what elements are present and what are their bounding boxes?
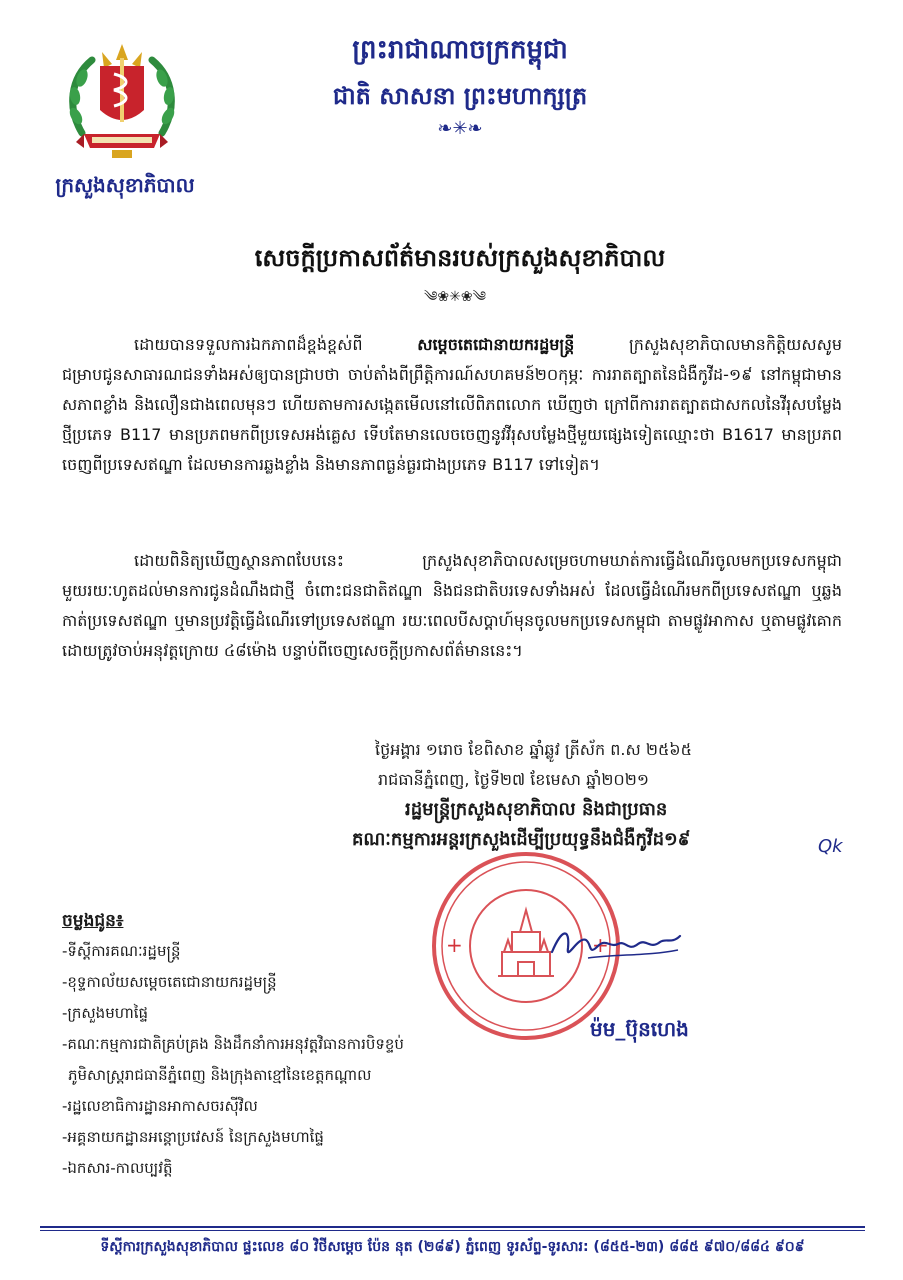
cc-item: -ក្រសួងមហាផ្ទៃ [62,1004,149,1022]
cc-item: -រដ្ឋលេខាធិការដ្ឋានអាកាសចរស៊ីវិល [62,1097,258,1115]
paragraph-1 [62,330,842,520]
paragraph-2 [62,546,842,711]
cc-item: -គណៈកម្មការជាតិគ្រប់គ្រង និងដឹកនាំការអនុវត្តវិធានការបិទខ្ទប់ [62,1035,404,1053]
paragraph-1-lead: ដោយបានទទួលការឯកភាពដ៏ខ្ពង់ខ្ពស់ពី [134,335,363,354]
footer-divider-thin [40,1230,865,1231]
paragraph-2-text: ដោយពិនិត្យឃើញស្ថានភាពបែបនេះ ក្រសួងសុខាភិបាលសម្រេចហាមឃាត់ការធ្វើដំណើរចូលមកប្រទេសកម្ពុជាមួយរយៈហូតដល់មានការជូនដំណឹងជាថ្មី ចំពោះជនជាតិឥណ្ឌា និងជនជាតិបរទេសទាំងអស់ ដែលធ្វើដំណើរមកពីប្រទេសឥណ្ឌា ឬឆ្លងកាត់ប្រទេសឥណ្ឌា ឬមានប្រវត្តិធ្វើដំណើរទៅប្រទេសឥណ្ឌា រយៈពេលបីសប្តាហ៍មុនចូលមកប្រទេសកម្ពុជា តាមផ្លូវអាកាស ឬតាមផ្លូវគោក ដោយត្រូវចាប់អនុវត្តក្រោយ ៤៨ម៉ោង បន្ទាប់ពីចេញសេចក្តីប្រកាសព័ត៌មាននេះ។ [62,551,842,660]
cc-heading: ចម្លងជូន៖ [62,911,124,931]
handwritten-initials: Qk [818,836,843,857]
document-title: សេចក្តីប្រកាសព័ត៌មានរបស់ក្រសួងសុខាភិបាល [254,243,666,272]
prime-minister-reference: សម្តេចតេជោនាយករដ្ឋមន្ត្រី [417,335,575,354]
cc-list [62,936,622,1184]
national-motto: ជាតិ សាសនា ព្រះមហាក្សត្រ [332,81,588,110]
cc-item: -ឯកសារ-កាលប្បវត្តិ [62,1159,173,1177]
lunar-date: ថ្ងៃអង្គារ ១រោច ខែពិសាខ ឆ្នាំឆ្លូវ ត្រីស័ក ព.ស ២៥៦៥ [375,740,692,759]
signatory-title-line-2: គណៈកម្មការអន្តរក្រសួងដើម្បីប្រយុទ្ធនឹងជំងឺកូវីដ១៩ [352,829,691,850]
footer-address: ទីស្តីការក្រសួងសុខាភិបាល ផ្ទះលេខ ៨០ វិថីសម្តេច ប៉ែន នុត (២៨៩) ភ្នំពេញ ទូរស័ព្ទ-ទូរសារ: (៨៥៥-២៣) ៨៨៥ ៩៧០/៨៨៤ ៩០៩ [100,1239,805,1255]
footer-divider [40,1226,865,1228]
cc-item: -ខុទ្ទកាល័យសម្តេចតេជោនាយករដ្ឋមន្ត្រី [62,973,277,991]
signatory-title-line-1: រដ្ឋមន្ត្រីក្រសួងសុខាភិបាល និងជាប្រធាន [405,799,668,820]
place-and-date: រាជធានីភ្នំពេញ, ថ្ងៃទី២៧ ខែមេសា ឆ្នាំ២០២១ [378,770,649,789]
title-ornament: ༄❀✳❀༄ [424,289,486,305]
ministry-emblem-icon [62,38,182,168]
paragraph-1-text: ក្រសួងសុខាភិបាលមានកិត្តិយសសូមជម្រាបជូនសាធារណជនទាំងអស់ឲ្យបានជ្រាបថា ចាប់តាំងពីព្រឹត្តិការណ៍សហគមន៍២០កុម្ភៈ ការរាតត្បាតនៃជំងឺកូវីដ-១៩ នៅកម្ពុជាមានសភាពខ្លាំង និងលឿនជាងពេលមុនៗ ហើយតាមការសង្កេតមើលនៅលើពិភពលោក ឃើញថា ក្រៅពីការរាតត្បាតជាសកលនៃវីរុសបម្លែងថ្មីប្រភេទ B117 មានប្រភពមកពីប្រទេសអង់គ្លេស ទើបតែមានលេចចេញនូវវីរុសបម្លែងថ្មីមួយផ្សេងទៀតឈ្មោះថា B1617 មានប្រភពចេញពីប្រទេសឥណ្ឌា ដែលមានការឆ្លងខ្លាំង និងមានភាពធ្ងន់ធ្ងរជាងប្រភេទ B117 ទៅទៀត។ [62,335,842,474]
signer-name: ម៉ម_ប៊ុនហេង [590,1017,689,1041]
ministry-label: ក្រសួងសុខាភិបាល [55,173,195,197]
svg-text:+: + [592,933,609,957]
cc-item: -ទីស្តីការគណៈរដ្ឋមន្ត្រី [62,942,181,960]
header-ornament: ❧✳❧ [437,118,483,139]
svg-text:+: + [446,933,463,957]
cc-item: -អគ្គនាយកដ្ឋានអន្តោប្រវេសន៍ នៃក្រសួងមហាផ្ទៃ [62,1128,324,1146]
cc-item-continuation: ភូមិសាស្ត្ររាជធានីភ្នំពេញ និងក្រុងតាខ្មៅនៃខេត្តកណ្តាល [68,1066,372,1084]
kingdom-heading: ព្រះរាជាណាចក្រកម្ពុជា [352,35,568,65]
